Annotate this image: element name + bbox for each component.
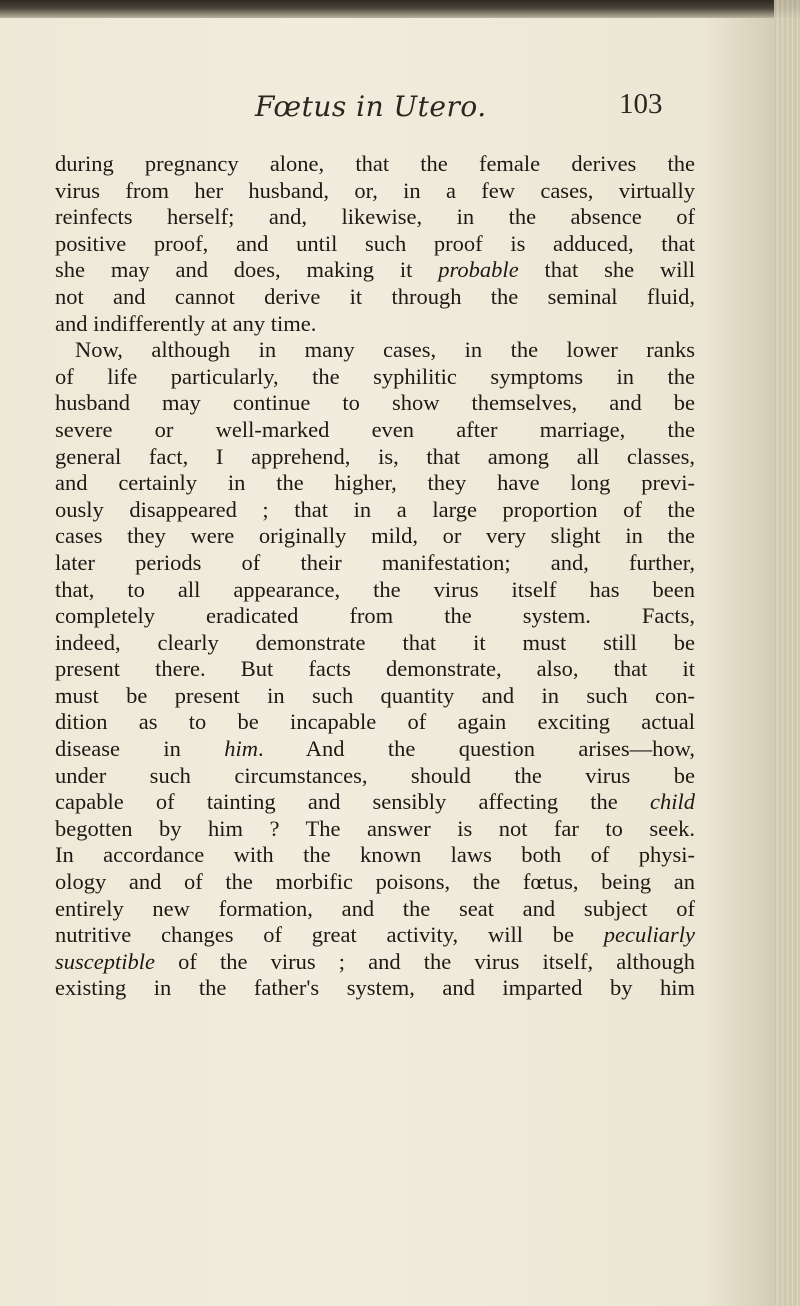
text-line	[55, 390, 695, 417]
text-segment: ology and of the morbific poisons, the fœtus, being an	[55, 869, 695, 895]
text-line	[55, 763, 695, 790]
text-segment: nutritive changes of great activity, will be	[55, 922, 604, 948]
text-segment: disease in	[55, 736, 225, 762]
text-segment: entirely new formation, and the seat and subject of	[55, 895, 695, 921]
text-segment: not and cannot derive it through the seminal fluid,	[55, 283, 695, 309]
text-line	[55, 736, 695, 763]
text-segment: positive proof, and until such proof is adduced, that	[55, 230, 695, 256]
text-line	[55, 550, 695, 577]
italic-text: child	[650, 789, 695, 815]
text-segment: she may and does, making it	[55, 257, 439, 283]
text-segment: of the virus ; and the virus itself, although	[154, 948, 695, 974]
italic-text: him	[224, 736, 258, 762]
text-line	[55, 178, 695, 205]
text-segment: general fact, I apprehend, is, that among all classes,	[55, 443, 695, 469]
page-number: 103	[619, 88, 663, 120]
body-text	[55, 151, 695, 1002]
text-segment: during pregnancy alone, that the female derives the	[55, 151, 695, 176]
text-segment: dition as to be incapable of again exciting actual	[55, 709, 695, 735]
text-segment: later periods of their manifestation; and, further,	[55, 549, 695, 575]
page-top-shadow	[0, 0, 800, 18]
text-line	[55, 311, 695, 338]
text-line	[55, 284, 695, 311]
text-line	[55, 231, 695, 258]
text-segment: indeed, clearly demonstrate that it must still be	[55, 629, 695, 655]
running-title: Fœtus in Utero.	[255, 90, 487, 123]
text-segment: virus from her husband, or, in a few cases, virtually	[55, 177, 695, 203]
text-segment: completely eradicated from the system. Facts,	[55, 603, 695, 629]
text-line	[55, 949, 695, 976]
text-segment: reinfects herself; and, likewise, in the absence of	[55, 204, 695, 230]
text-segment: husband may continue to show themselves, and be	[55, 390, 695, 416]
text-line	[55, 257, 695, 284]
text-line	[55, 577, 695, 604]
text-line	[55, 497, 695, 524]
text-line	[55, 417, 695, 444]
text-line	[55, 683, 695, 710]
text-line	[55, 470, 695, 497]
text-line	[55, 789, 695, 816]
text-line	[55, 337, 695, 364]
text-line	[55, 603, 695, 630]
text-segment: existing in the father's system, and imparted by him	[55, 975, 695, 1001]
text-line	[55, 842, 695, 869]
text-segment: of life particularly, the syphilitic symptoms in the	[55, 363, 695, 389]
italic-text: probable	[438, 257, 519, 283]
page-fore-edge	[774, 0, 800, 1306]
text-segment: Now, although in many cases, in the lower ranks	[75, 337, 695, 363]
text-line	[55, 709, 695, 736]
text-segment: ously disappeared ; that in a large proportion of the	[55, 496, 695, 522]
text-segment: must be present in such quantity and in such con-	[55, 682, 695, 708]
text-line	[55, 151, 695, 178]
text-segment: present there. But facts demonstrate, also, that it	[55, 656, 695, 682]
text-line	[55, 444, 695, 471]
text-segment: that she will	[518, 257, 696, 283]
text-line	[55, 896, 695, 923]
italic-text: peculiarly	[603, 922, 695, 948]
text-segment: . And the question arises—how,	[257, 736, 695, 762]
text-segment: and certainly in the higher, they have long previ-	[55, 470, 695, 496]
text-line	[55, 204, 695, 231]
text-line	[55, 630, 695, 657]
text-segment: that, to all appearance, the virus itself has been	[55, 576, 695, 602]
page-header	[0, 90, 800, 130]
text-line	[55, 656, 695, 683]
text-segment: cases they were originally mild, or very slight in the	[55, 523, 695, 549]
text-line	[55, 816, 695, 843]
text-segment: severe or well-marked even after marriage, the	[55, 416, 695, 442]
text-segment: under such circumstances, should the virus be	[55, 762, 695, 788]
text-line	[55, 523, 695, 550]
text-segment: begotten by him ? The answer is not far to seek.	[55, 815, 695, 841]
text-segment: capable of tainting and sensibly affecting the	[55, 789, 650, 815]
text-line	[55, 364, 695, 391]
italic-text: susceptible	[55, 948, 155, 974]
text-segment: and indifferently at any time.	[55, 310, 317, 336]
text-segment: In accordance with the known laws both of physi-	[55, 842, 695, 868]
text-line	[55, 869, 695, 896]
text-line	[55, 975, 695, 1002]
text-line	[55, 922, 695, 949]
